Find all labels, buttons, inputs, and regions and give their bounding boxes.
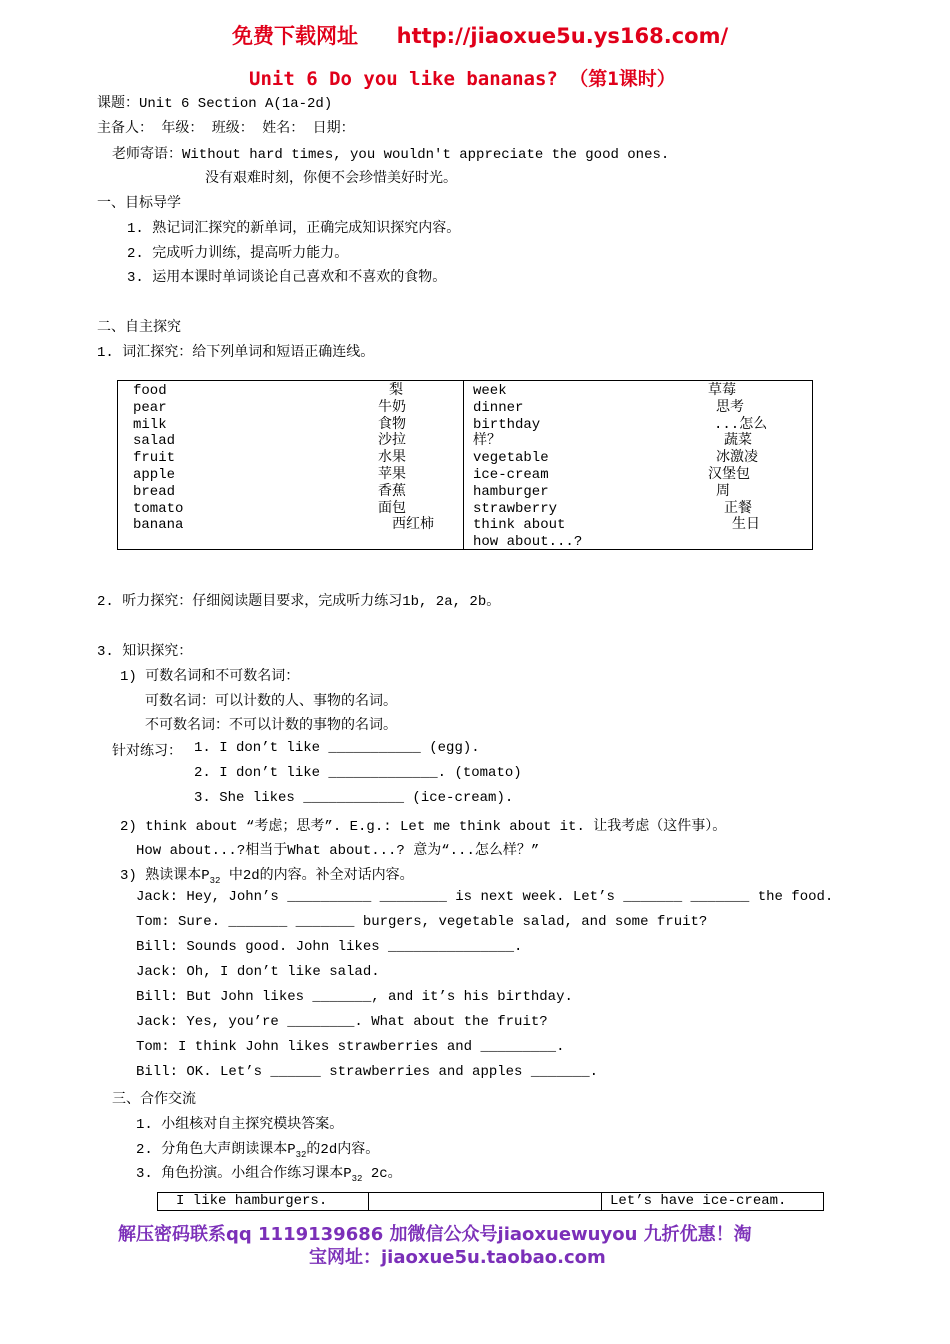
coop-item (136, 1162, 402, 1184)
page-title: Unit 6 Do you like bananas? （第1课时） (249, 68, 676, 90)
coop-item-text: 1. 小组核对自主探究模块答案。 (136, 1117, 344, 1133)
section3-heading: 三、合作交流 (112, 1092, 196, 1108)
exercise-1: 1. I don’t like ___________ (egg). (194, 740, 480, 756)
dialogue-line: Jack: Yes, you’re ________. What about the fruit? (136, 1014, 548, 1030)
vocab-word: birthday (473, 416, 541, 433)
page-subscript: 32 (351, 1173, 363, 1184)
page-subscript: 32 (295, 1149, 307, 1160)
coop-item-text-rest: 的2d内容。 (306, 1142, 380, 1158)
dialogue-line: Bill: But John likes _______, and it’s his birthday. (136, 989, 573, 1005)
vocab-meaning: ...怎么 (714, 416, 768, 433)
vocab-meaning: 思考 (716, 399, 744, 416)
teacher-words-en: 老师寄语：Without hard times, you wouldn't appreciate the good ones. (112, 147, 670, 163)
coop-item-text: 2. 分角色大声朗读课本P (136, 1142, 296, 1158)
section2-heading: 二、自主探究 (97, 320, 181, 336)
vocab-word: tomato (133, 500, 184, 517)
coop-item-text: 3. 角色扮演。小组合作练习课本P (136, 1166, 352, 1182)
goal-item: 3. 运用本课时单词谈论自己喜欢和不喜欢的食物。 (127, 270, 447, 286)
knowledge-p2b: How about...?相当于What about...? 意为“...怎么样？” (136, 843, 540, 859)
vocab-word: salad (133, 433, 176, 450)
roleplay-divider (368, 1193, 369, 1210)
vocab-word: week (473, 383, 507, 399)
vocab-table-divider (463, 381, 464, 549)
knowledge-p3-text: 3) 熟读课本P (120, 868, 210, 884)
vocab-word: hamburger (473, 483, 549, 500)
knowledge-p1a: 可数名词：可以计数的人、事物的名词。 (145, 694, 397, 710)
dialogue-line: Bill: OK. Let’s ______ strawberries and apples _______. (136, 1064, 599, 1080)
vocab-word: bread (133, 483, 176, 500)
vocab-table (117, 380, 813, 550)
exercise-3: 3. She likes ____________ (ice-cream). (194, 790, 514, 806)
vocab-right-cn (708, 383, 767, 534)
download-header (232, 20, 728, 50)
vocab-meaning: 正餐 (724, 500, 752, 517)
vocab-meaning: 生日 (732, 517, 760, 534)
vocab-word: apple (133, 466, 176, 483)
dialogue-line: Tom: Sure. _______ _______ burgers, vegetable salad, and some fruit? (136, 914, 708, 930)
coop-item (136, 1138, 379, 1160)
vocab-meaning: 香蕉 (378, 483, 406, 500)
practice-label: 针对练习： (112, 744, 182, 760)
vocab-word: think about (473, 517, 566, 534)
vocab-meaning: 梨 (389, 383, 403, 399)
vocab-word: vegetable (473, 450, 549, 467)
goal-item: 2. 完成听力训练，提高听力能力。 (127, 246, 349, 262)
goal-item: 1. 熟记词汇探究的新单词，正确完成知识探究内容。 (127, 221, 461, 237)
vocab-meaning: 食物 (378, 416, 406, 433)
teacher-words-cn: 没有艰难时刻，你便不会珍惜美好时光。 (205, 171, 457, 187)
dialogue-line: Jack: Hey, John’s __________ ________ is next week. Let’s _______ _______ the food. (136, 889, 834, 905)
roleplay-cell: Let’s have ice-cream. (610, 1193, 787, 1209)
roleplay-table (157, 1192, 824, 1211)
vocab-word: milk (133, 416, 167, 433)
dialogue-line: Jack: Oh, I don’t like salad. (136, 964, 380, 980)
knowledge-p1b: 不可数名词：不可以计数的事物的名词。 (145, 718, 397, 734)
dialogue-line: Bill: Sounds good. John likes _______________. (136, 939, 523, 955)
knowledge-p3 (120, 864, 414, 886)
exercise-2: 2. I don’t like _____________. (tomato) (194, 765, 522, 781)
vocab-meaning: 草莓 (708, 383, 736, 399)
vocab-meaning: 水果 (378, 450, 406, 467)
vocab-word: pear (133, 399, 167, 416)
vocab-left-cn (376, 383, 434, 534)
vocab-meaning: 牛奶 (378, 399, 406, 416)
roleplay-cell: I like hamburgers. (176, 1193, 328, 1209)
section1-heading: 一、目标导学 (97, 196, 181, 212)
vocab-meaning: 苹果 (378, 466, 406, 483)
coop-item-text-rest: 2c。 (362, 1166, 402, 1182)
vocab-meaning: 冰激凌 (716, 450, 758, 467)
vocab-word: 样？ (473, 433, 501, 450)
vocab-word: fruit (133, 450, 176, 467)
roleplay-divider (601, 1193, 602, 1210)
vocab-word: ice-cream (473, 466, 549, 483)
vocab-meaning: 汉堡包 (708, 466, 750, 483)
vocab-word: how about...? (473, 534, 583, 551)
dialogue-line: Tom: I think John likes strawberries and _________. (136, 1039, 565, 1055)
vocab-word: food (133, 383, 167, 399)
page-subscript: 32 (209, 875, 221, 886)
download-url-link[interactable]: http://jiaoxue5u.ys168.com/ (396, 24, 729, 48)
knowledge-heading: 3. 知识探究： (97, 644, 193, 660)
knowledge-p3-rest: 中2d的内容。补全对话内容。 (220, 868, 414, 884)
vocab-word: strawberry (473, 500, 558, 517)
roles-line: 主备人： 年级： 班级： 姓名： 日期： (97, 121, 355, 137)
vocab-left-en (133, 383, 183, 534)
vocab-meaning: 西红柿 (392, 517, 434, 534)
vocab-word: banana (133, 517, 184, 534)
download-label: 免费下载网址 (232, 24, 358, 48)
vocab-intro: 1. 词汇探究：给下列单词和短语正确连线。 (97, 345, 375, 361)
vocab-word: dinner (473, 399, 524, 416)
topic-line: 课题：Unit 6 Section A(1a-2d) (97, 96, 333, 112)
vocab-meaning: 周 (716, 483, 730, 500)
coop-item (136, 1113, 343, 1133)
knowledge-p2: 2) think about “考虑；思考”. E.g.: Let me think about it. 让我考虑（这件事）。 (120, 819, 727, 835)
footer-contact: 解压密码联系qq 1119139686 加微信公众号jiaoxuewuyou 九折优惠！淘 (118, 1224, 752, 1245)
vocab-meaning: 沙拉 (378, 433, 406, 450)
listening-line: 2. 听力探究：仔细阅读题目要求，完成听力练习1b, 2a, 2b。 (97, 594, 501, 610)
vocab-right-en (473, 383, 582, 551)
vocab-meaning: 蔬菜 (724, 433, 752, 450)
knowledge-p1: 1) 可数名词和不可数名词： (120, 669, 300, 685)
vocab-meaning: 面包 (378, 500, 406, 517)
footer-shop-link[interactable]: 宝网址：jiaoxue5u.taobao.com (309, 1247, 606, 1268)
